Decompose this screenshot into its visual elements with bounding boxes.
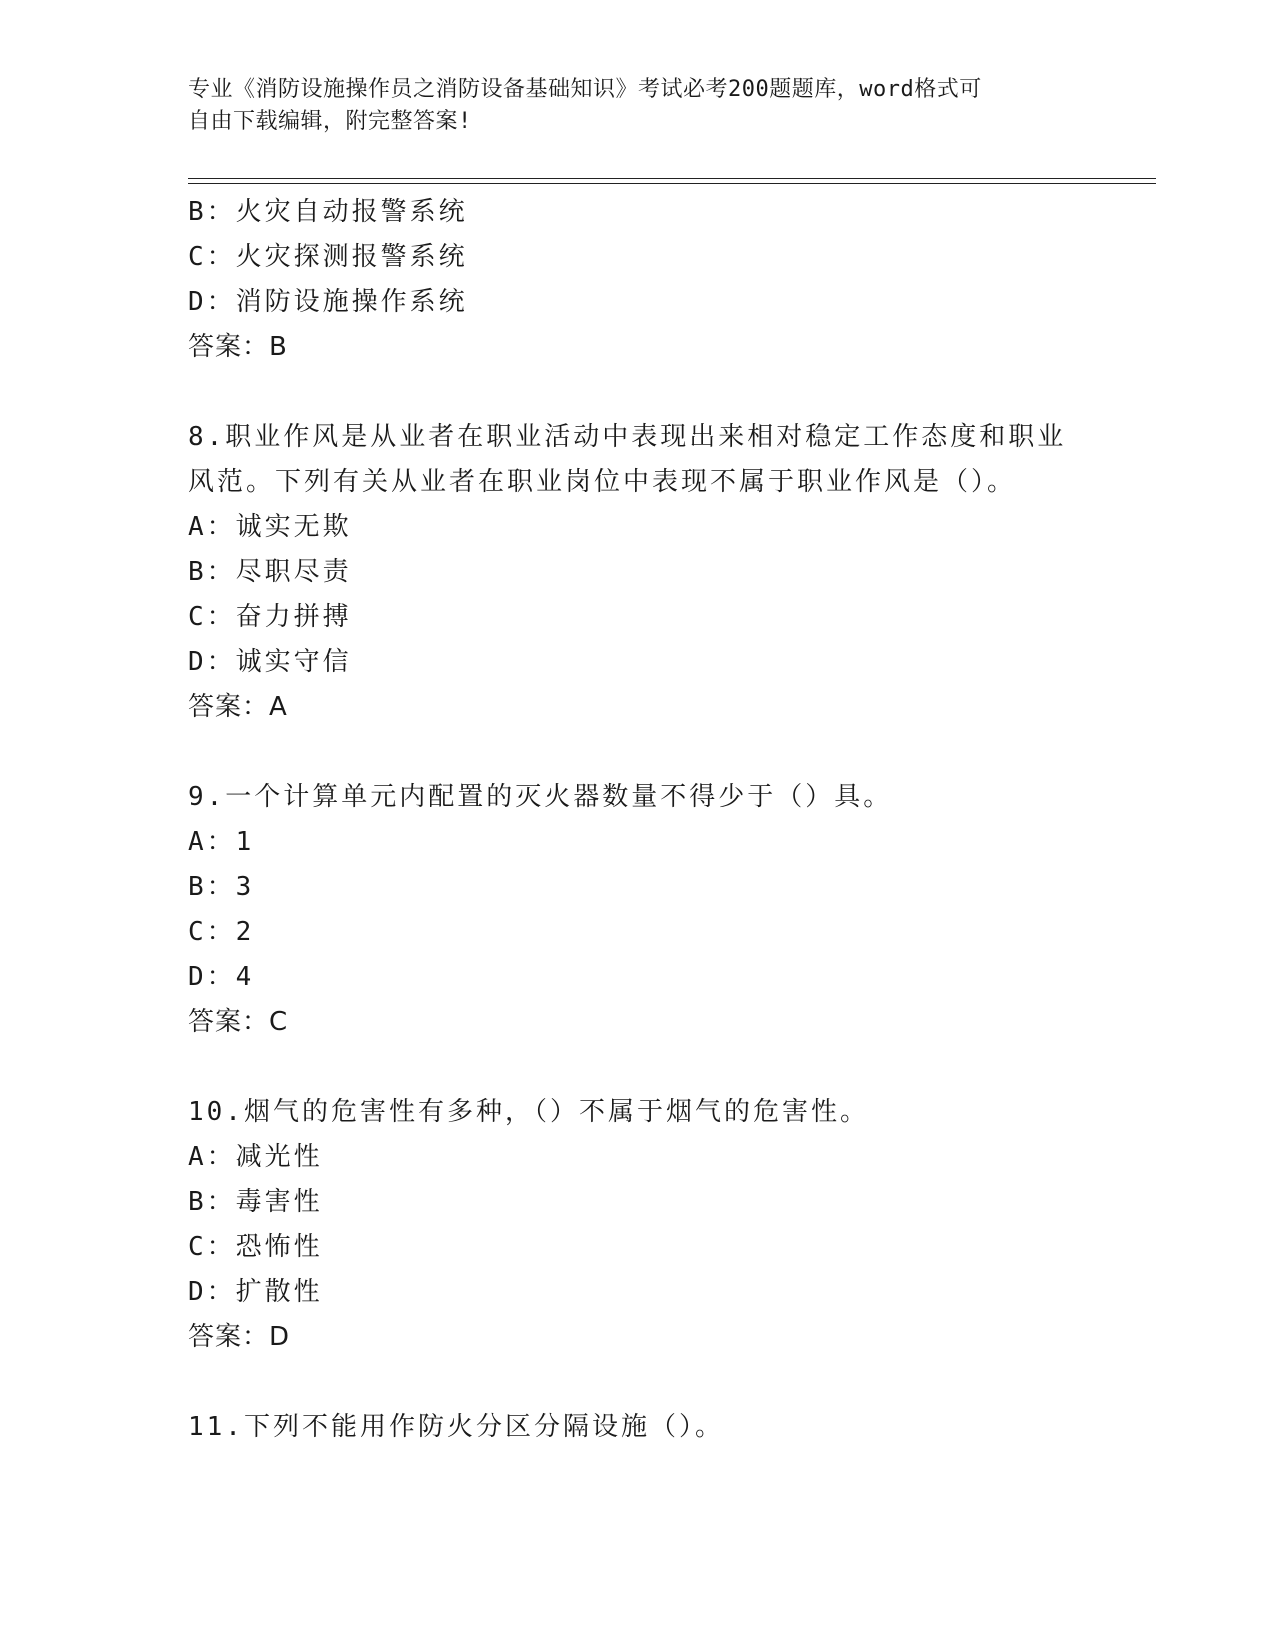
- spacer: [188, 1360, 1088, 1405]
- q9-stem: 9.一个计算单元内配置的灭火器数量不得少于（）具。: [188, 782, 893, 812]
- header-divider-top: [188, 178, 1156, 179]
- question-content: [188, 190, 1088, 1450]
- header-divider-bottom: [188, 183, 1156, 184]
- spacer: [188, 1045, 1088, 1090]
- q10-stem: 10.烟气的危害性有多种，（）不属于烟气的危害性。: [188, 1097, 869, 1127]
- q8-option-a: A：诚实无欺: [188, 512, 352, 542]
- document-header: [188, 74, 1068, 138]
- question-8: [188, 415, 1068, 730]
- q9-option-b: B：3: [188, 872, 255, 902]
- question-11: [188, 1405, 1068, 1450]
- q8-option-b: B：尽职尽责: [188, 557, 352, 587]
- question-7: [188, 190, 1088, 370]
- q10-option-c: C：恐怖性: [188, 1232, 323, 1262]
- q8-answer: 答案：A: [188, 692, 288, 722]
- q10-option-a: A：减光性: [188, 1142, 323, 1172]
- q7-option-b: B：火灾自动报警系统: [188, 197, 468, 227]
- q10-option-d: D：扩散性: [188, 1277, 323, 1307]
- q11-stem: 11.下列不能用作防火分区分隔设施（）。: [188, 1412, 724, 1442]
- question-9: [188, 775, 1068, 1045]
- q7-option-d: D：消防设施操作系统: [188, 287, 468, 317]
- question-10: [188, 1090, 1068, 1360]
- q9-option-d: D：4: [188, 962, 255, 992]
- q10-answer: 答案：D: [188, 1322, 291, 1352]
- q8-option-c: C：奋力拼搏: [188, 602, 352, 632]
- q10-option-b: B：毒害性: [188, 1187, 323, 1217]
- header-line-1: 专业《消防设施操作员之消防设备基础知识》考试必考200题题库，word格式可: [188, 77, 982, 102]
- spacer: [188, 370, 1088, 415]
- q8-option-d: D：诚实守信: [188, 647, 352, 677]
- q9-option-a: A：1: [188, 827, 255, 857]
- q7-option-c: C：火灾探测报警系统: [188, 242, 468, 272]
- q8-stem-line-1: 8.职业作风是从业者在职业活动中表现出来相对稳定工作态度和职业: [188, 422, 1067, 452]
- q9-option-c: C：2: [188, 917, 255, 947]
- q8-stem-line-2: 风范。下列有关从业者在职业岗位中表现不属于职业作风是（）。: [188, 467, 1017, 497]
- header-line-2: 自由下载编辑，附完整答案!: [188, 109, 472, 134]
- q7-answer: 答案：B: [188, 332, 288, 362]
- spacer: [188, 730, 1088, 775]
- q9-answer: 答案：C: [188, 1007, 289, 1037]
